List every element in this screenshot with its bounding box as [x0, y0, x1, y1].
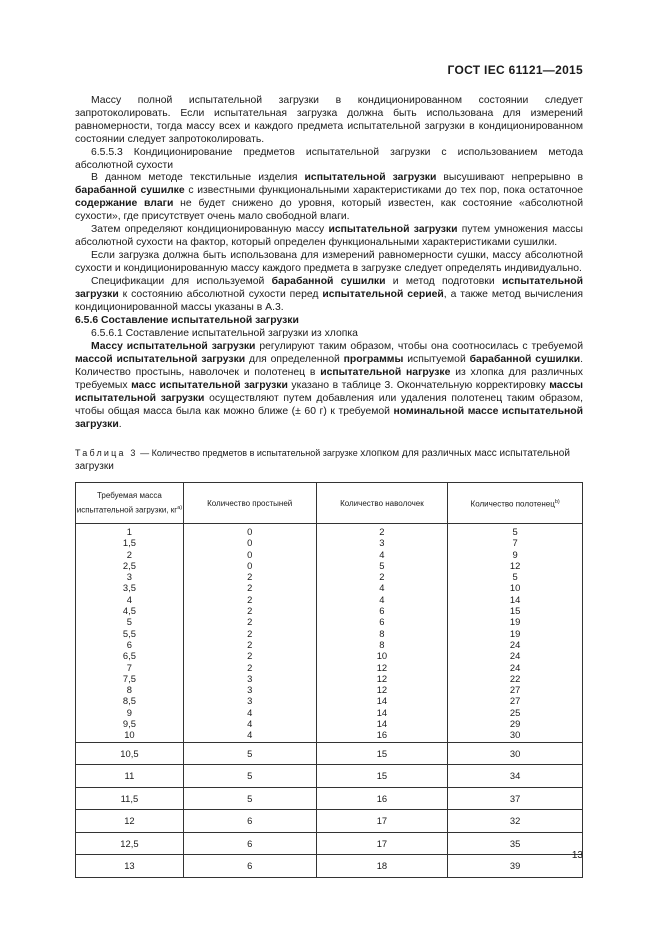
cell-pillowcases: 16 — [376, 729, 388, 741]
cell-sheets: 5 — [183, 787, 316, 810]
standard-header: ГОСТ IEC 61121—2015 — [447, 63, 583, 77]
cell-pillowcases: 8 — [379, 638, 385, 650]
cell-pillowcases: 15 — [316, 742, 448, 765]
cell-pillowcases: 5 — [379, 559, 385, 571]
cell-sheets: 0 — [247, 537, 253, 549]
cell-mass: 3 — [126, 571, 133, 583]
cell-mass: 2 — [126, 548, 133, 560]
table-row — [76, 855, 583, 878]
cell-sheets: 0 — [247, 559, 253, 571]
cell-sheets: 2 — [247, 593, 253, 605]
cell-sheets: 4 — [247, 706, 253, 718]
cell-mass: 8 — [126, 684, 133, 696]
cell-mass: 3,5 — [122, 582, 136, 594]
cell-mass: 2,5 — [122, 559, 136, 571]
paragraph: Если загрузка должна быть использована для измерений равномерности сушки, массу абсолютной сухости и кондиционированную массу каждого предмета в загрузке следует определять индивидуально. — [75, 249, 583, 274]
header-mass: Требуемая масса испытательной загрузки, $кг^{а)}$ — [76, 483, 184, 524]
cell-pillowcases: 4 — [379, 582, 385, 594]
cell-pillowcases: 12 — [376, 684, 388, 696]
cell-mass: 13 — [76, 855, 184, 878]
header-sheets: Количество простыней — [183, 483, 316, 524]
cell-sheets: 4 — [247, 729, 253, 741]
cell-pillowcases: 14 — [376, 718, 388, 730]
paragraph: Массу испытательной загрузки регулируют таким образом, чтобы она соотносилась с требуемой массой испытательной загрузки для определенной программы испытуемой барабанной сушилки. Количество простынь, наволочек и полотенец в испытательной нагрузке из хлопка для различных требуемых масс испытательной загрузки указано в таблице 3. Окончательную корректировку массы испытательной загрузки осуществляют путем добавления или удаления полотенец таким образом, чтобы общая масса была как можно ближе (± 60 г) к требуемой номинальной массе испытательной загрузки. — [75, 341, 584, 430]
cell-towels: 30 — [448, 742, 583, 765]
cell-mass-group — [76, 524, 184, 743]
cell-pillowcases-group — [316, 524, 448, 743]
cell-mass: 1 — [126, 526, 133, 537]
cell-towels: 29 — [509, 718, 521, 730]
cell-mass: 11 — [76, 765, 184, 788]
cell-pillowcases: 3 — [379, 537, 385, 549]
subsection-heading: 6.5.6.1 Составление испытательной загрузки из хлопка — [91, 328, 358, 340]
header-pillowcases: Количество наволочек — [316, 483, 448, 524]
cell-mass: 12,5 — [76, 832, 184, 855]
header-towels: Количество полотенец$^{b)}$ — [448, 483, 583, 524]
table-row — [76, 832, 583, 855]
cell-mass: 11,5 — [76, 787, 184, 810]
cell-towels: 22 — [509, 672, 521, 684]
cell-sheets: 2 — [247, 650, 253, 662]
cell-pillowcases: 16 — [316, 787, 448, 810]
cell-towels: 15 — [509, 605, 521, 617]
cell-towels: 25 — [509, 706, 521, 718]
cell-mass: 5 — [126, 616, 133, 628]
cell-towels: 19 — [509, 627, 521, 639]
cell-towels: 39 — [448, 855, 583, 878]
cell-mass: 1,5 — [122, 537, 136, 549]
cell-sheets: 2 — [247, 627, 253, 639]
page-number: 13 — [571, 850, 583, 861]
cell-towels: 24 — [509, 638, 521, 650]
cell-sheets: 2 — [247, 582, 253, 594]
cell-pillowcases: 12 — [376, 672, 388, 684]
cell-towels-group — [448, 524, 583, 743]
cell-pillowcases: 6 — [379, 605, 385, 617]
cell-pillowcases: 6 — [379, 616, 385, 628]
cell-sheets: 5 — [183, 742, 316, 765]
cell-towels: 7 — [512, 537, 518, 549]
cell-towels: 19 — [509, 616, 521, 628]
cell-pillowcases: 10 — [376, 650, 388, 662]
cell-sheets: 2 — [247, 661, 253, 673]
cell-pillowcases: 8 — [379, 627, 385, 639]
cell-sheets: 0 — [247, 548, 253, 560]
cell-sheets: 0 — [247, 526, 253, 537]
cell-sheets: 3 — [247, 695, 253, 707]
section-heading: 6.5.6 Составление испытательной загрузки — [75, 315, 299, 327]
cell-mass: 6 — [126, 638, 133, 650]
cell-sheets-group — [183, 524, 316, 743]
cell-sheets: 2 — [247, 616, 253, 628]
cell-sheets: 4 — [247, 718, 253, 730]
cell-sheets: 3 — [247, 672, 253, 684]
cell-sheets: 2 — [247, 571, 253, 583]
cell-sheets: 5 — [183, 765, 316, 788]
cell-towels: 24 — [509, 650, 521, 662]
cell-towels: 32 — [448, 810, 583, 833]
cell-towels: 27 — [509, 695, 521, 707]
cell-towels: 27 — [509, 684, 521, 696]
cell-pillowcases: 17 — [316, 810, 448, 833]
cell-pillowcases: 15 — [316, 765, 448, 788]
cell-towels: 34 — [448, 765, 583, 788]
cell-pillowcases: 4 — [379, 548, 385, 560]
table-caption: Таблица 3 — Количество предметов в испытательной загрузке хлопком для различных масс испытательной загрузки — [75, 448, 570, 472]
cell-mass: 10,5 — [76, 742, 184, 765]
cell-mass: 10 — [124, 729, 135, 741]
paragraph: Спецификации для используемой барабанной сушилки и метод подготовки испытательной загрузки к состоянию абсолютной сухости перед испытательной серией, а также метод вычисления кондиционированной массы указаны в А.3. — [75, 275, 583, 313]
cell-pillowcases: 18 — [316, 855, 448, 878]
table-row — [76, 810, 583, 833]
cell-towels: 24 — [509, 661, 521, 673]
cell-mass: 4,5 — [122, 605, 136, 617]
table-row — [76, 787, 583, 810]
table-row — [76, 742, 583, 765]
paragraph: Массу полной испытательной загрузки в кондиционированном состоянии следует запротоколировать. Если испытательная загрузка должна быть использована для измерений равномерности, тогда массу всех и каждого предмета испытательной загрузки в кондиционированном состоянии следует запротоколировать. — [75, 95, 583, 145]
cell-towels: 14 — [509, 593, 521, 605]
cell-pillowcases: 4 — [379, 593, 385, 605]
cell-towels: 5 — [512, 526, 518, 537]
cell-mass: 9,5 — [122, 718, 136, 730]
cell-mass: 4 — [126, 593, 133, 605]
paragraph: В данном методе текстильные изделия испытательной загрузки высушивают непрерывно в барабанной сушилке с известными функциональными характеристиками до тех пор, пока остаточное содержание влаги не будет снижено до уровня, который известен, как состояние «абсолютной сухости», где присутствует очень мало свободной влаги. — [75, 172, 583, 223]
subsection-heading: 6.5.5.3 Кондиционирование предметов испытательной загрузки с использованием метода абсолютной сухости — [75, 146, 583, 171]
cell-towels: 12 — [509, 559, 521, 571]
cell-pillowcases: 2 — [379, 571, 385, 583]
cell-mass: 5,5 — [122, 627, 136, 639]
items-table — [75, 482, 583, 878]
cell-mass: 7 — [126, 661, 133, 673]
table-row-group — [76, 524, 583, 743]
cell-towels: 35 — [448, 832, 583, 855]
cell-sheets: 6 — [183, 832, 316, 855]
cell-sheets: 2 — [247, 605, 253, 617]
cell-towels: 9 — [512, 548, 518, 560]
body-text — [75, 95, 583, 432]
cell-mass: 7,5 — [122, 672, 136, 684]
paragraph: Затем определяют кондиционированную массу испытательной загрузки путем умножения массы абсолютной сухости на фактор, который определен функциональными характеристиками сушилки. — [75, 224, 583, 248]
cell-towels: 30 — [509, 729, 521, 741]
table-header-row — [76, 483, 583, 524]
cell-towels: 10 — [509, 582, 521, 594]
table-row — [76, 765, 583, 788]
cell-mass: 8,5 — [122, 695, 136, 707]
cell-pillowcases: 14 — [376, 695, 388, 707]
cell-pillowcases: 14 — [376, 706, 388, 718]
cell-towels: 5 — [512, 571, 518, 583]
cell-mass: 12 — [76, 810, 184, 833]
cell-mass: 6,5 — [122, 650, 136, 662]
cell-sheets: 6 — [183, 810, 316, 833]
cell-sheets: 2 — [247, 638, 253, 650]
cell-mass: 9 — [126, 706, 133, 718]
cell-pillowcases: 12 — [376, 661, 388, 673]
cell-sheets: 6 — [183, 855, 316, 878]
cell-pillowcases: 2 — [379, 526, 385, 537]
cell-towels: 37 — [448, 787, 583, 810]
cell-pillowcases: 17 — [316, 832, 448, 855]
cell-sheets: 3 — [247, 684, 253, 696]
